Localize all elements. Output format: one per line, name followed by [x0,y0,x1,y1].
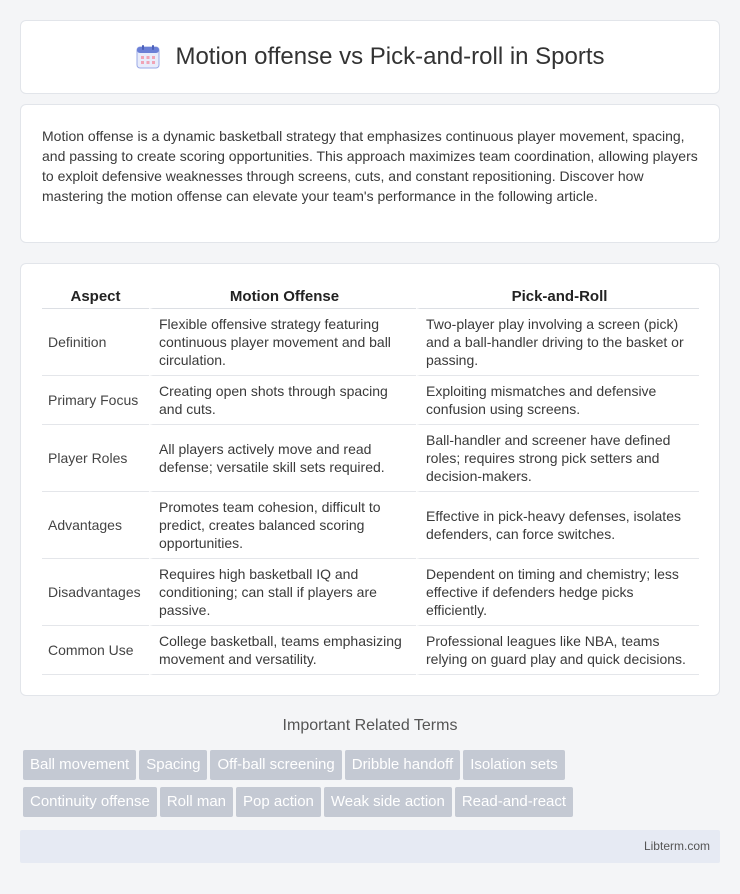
page-title: Motion offense vs Pick-and-roll in Sports [175,43,605,70]
term-tag[interactable]: Pop action [236,787,321,817]
row-pick-and-roll: Ball-handler and screener have defined roles; requires strong pick setters and decision-makers. [416,425,699,492]
row-aspect: Primary Focus [42,376,149,425]
row-motion-offense: Promotes team cohesion, difficult to predict, creates balanced scoring opportunities. [149,492,416,559]
row-aspect: Player Roles [42,425,149,492]
term-tag[interactable]: Continuity offense [23,787,157,817]
row-pick-and-roll: Exploiting mismatches and defensive confusion using screens. [416,376,699,425]
related-terms-heading: Important Related Terms [282,717,458,734]
table-row [42,626,699,675]
calendar-icon [135,44,161,70]
term-tag[interactable]: Isolation sets [463,750,565,780]
term-tag[interactable]: Read-and-react [455,787,573,817]
header-pick-and-roll: Pick-and-Roll [416,284,699,309]
row-motion-offense: College basketball, teams emphasizing movement and versatility. [149,626,416,675]
row-aspect: Advantages [42,492,149,559]
term-tag[interactable]: Spacing [139,750,207,780]
table-row [42,309,699,376]
row-motion-offense: All players actively move and read defense; versatile skill sets required. [149,425,416,492]
row-pick-and-roll: Two-player play involving a screen (pick) and a ball-handler driving to the basket or passing. [416,309,699,376]
footer-link[interactable]: Libterm.com [643,839,710,853]
row-motion-offense: Creating open shots through spacing and cuts. [149,376,416,425]
footer [20,830,720,863]
header-card [20,20,720,94]
term-tag[interactable]: Dribble handoff [345,750,460,780]
term-tag[interactable]: Off-ball screening [210,750,341,780]
header-aspect: Aspect [42,284,149,309]
term-tag[interactable]: Ball movement [23,750,136,780]
term-tag[interactable]: Weak side action [324,787,452,817]
row-motion-offense: Requires high basketball IQ and conditioning; can stall if players are passive. [149,559,416,626]
comparison-table [42,284,699,675]
row-pick-and-roll: Effective in pick-heavy defenses, isolates defenders, can force switches. [416,492,699,559]
term-tag[interactable]: Roll man [160,787,233,817]
row-pick-and-roll: Professional leagues like NBA, teams relying on guard play and quick decisions. [416,626,699,675]
row-motion-offense: Flexible offensive strategy featuring continuous player movement and ball circulation. [149,309,416,376]
table-row [42,376,699,425]
header-motion-offense: Motion Offense [149,284,416,309]
row-aspect: Definition [42,309,149,376]
row-aspect: Common Use [42,626,149,675]
comparison-card [20,263,720,696]
table-header-row [42,284,699,309]
table-row [42,559,699,626]
table-row [42,492,699,559]
intro-card [20,104,720,243]
table-row [42,425,699,492]
related-terms-list [23,750,723,824]
intro-text: Motion offense is a dynamic basketball strategy that emphasizes continuous player movement, spacing, and passing to create scoring opportunities. This approach maximizes team coordination, allowing players to exploit defensive weaknesses through screens, cuts, and constant repositioning. Discover how mastering the motion offense can elevate your team's performance in the following article. [42,128,698,204]
row-pick-and-roll: Dependent on timing and chemistry; less effective if defenders hedge picks efficiently. [416,559,699,626]
row-aspect: Disadvantages [42,559,149,626]
